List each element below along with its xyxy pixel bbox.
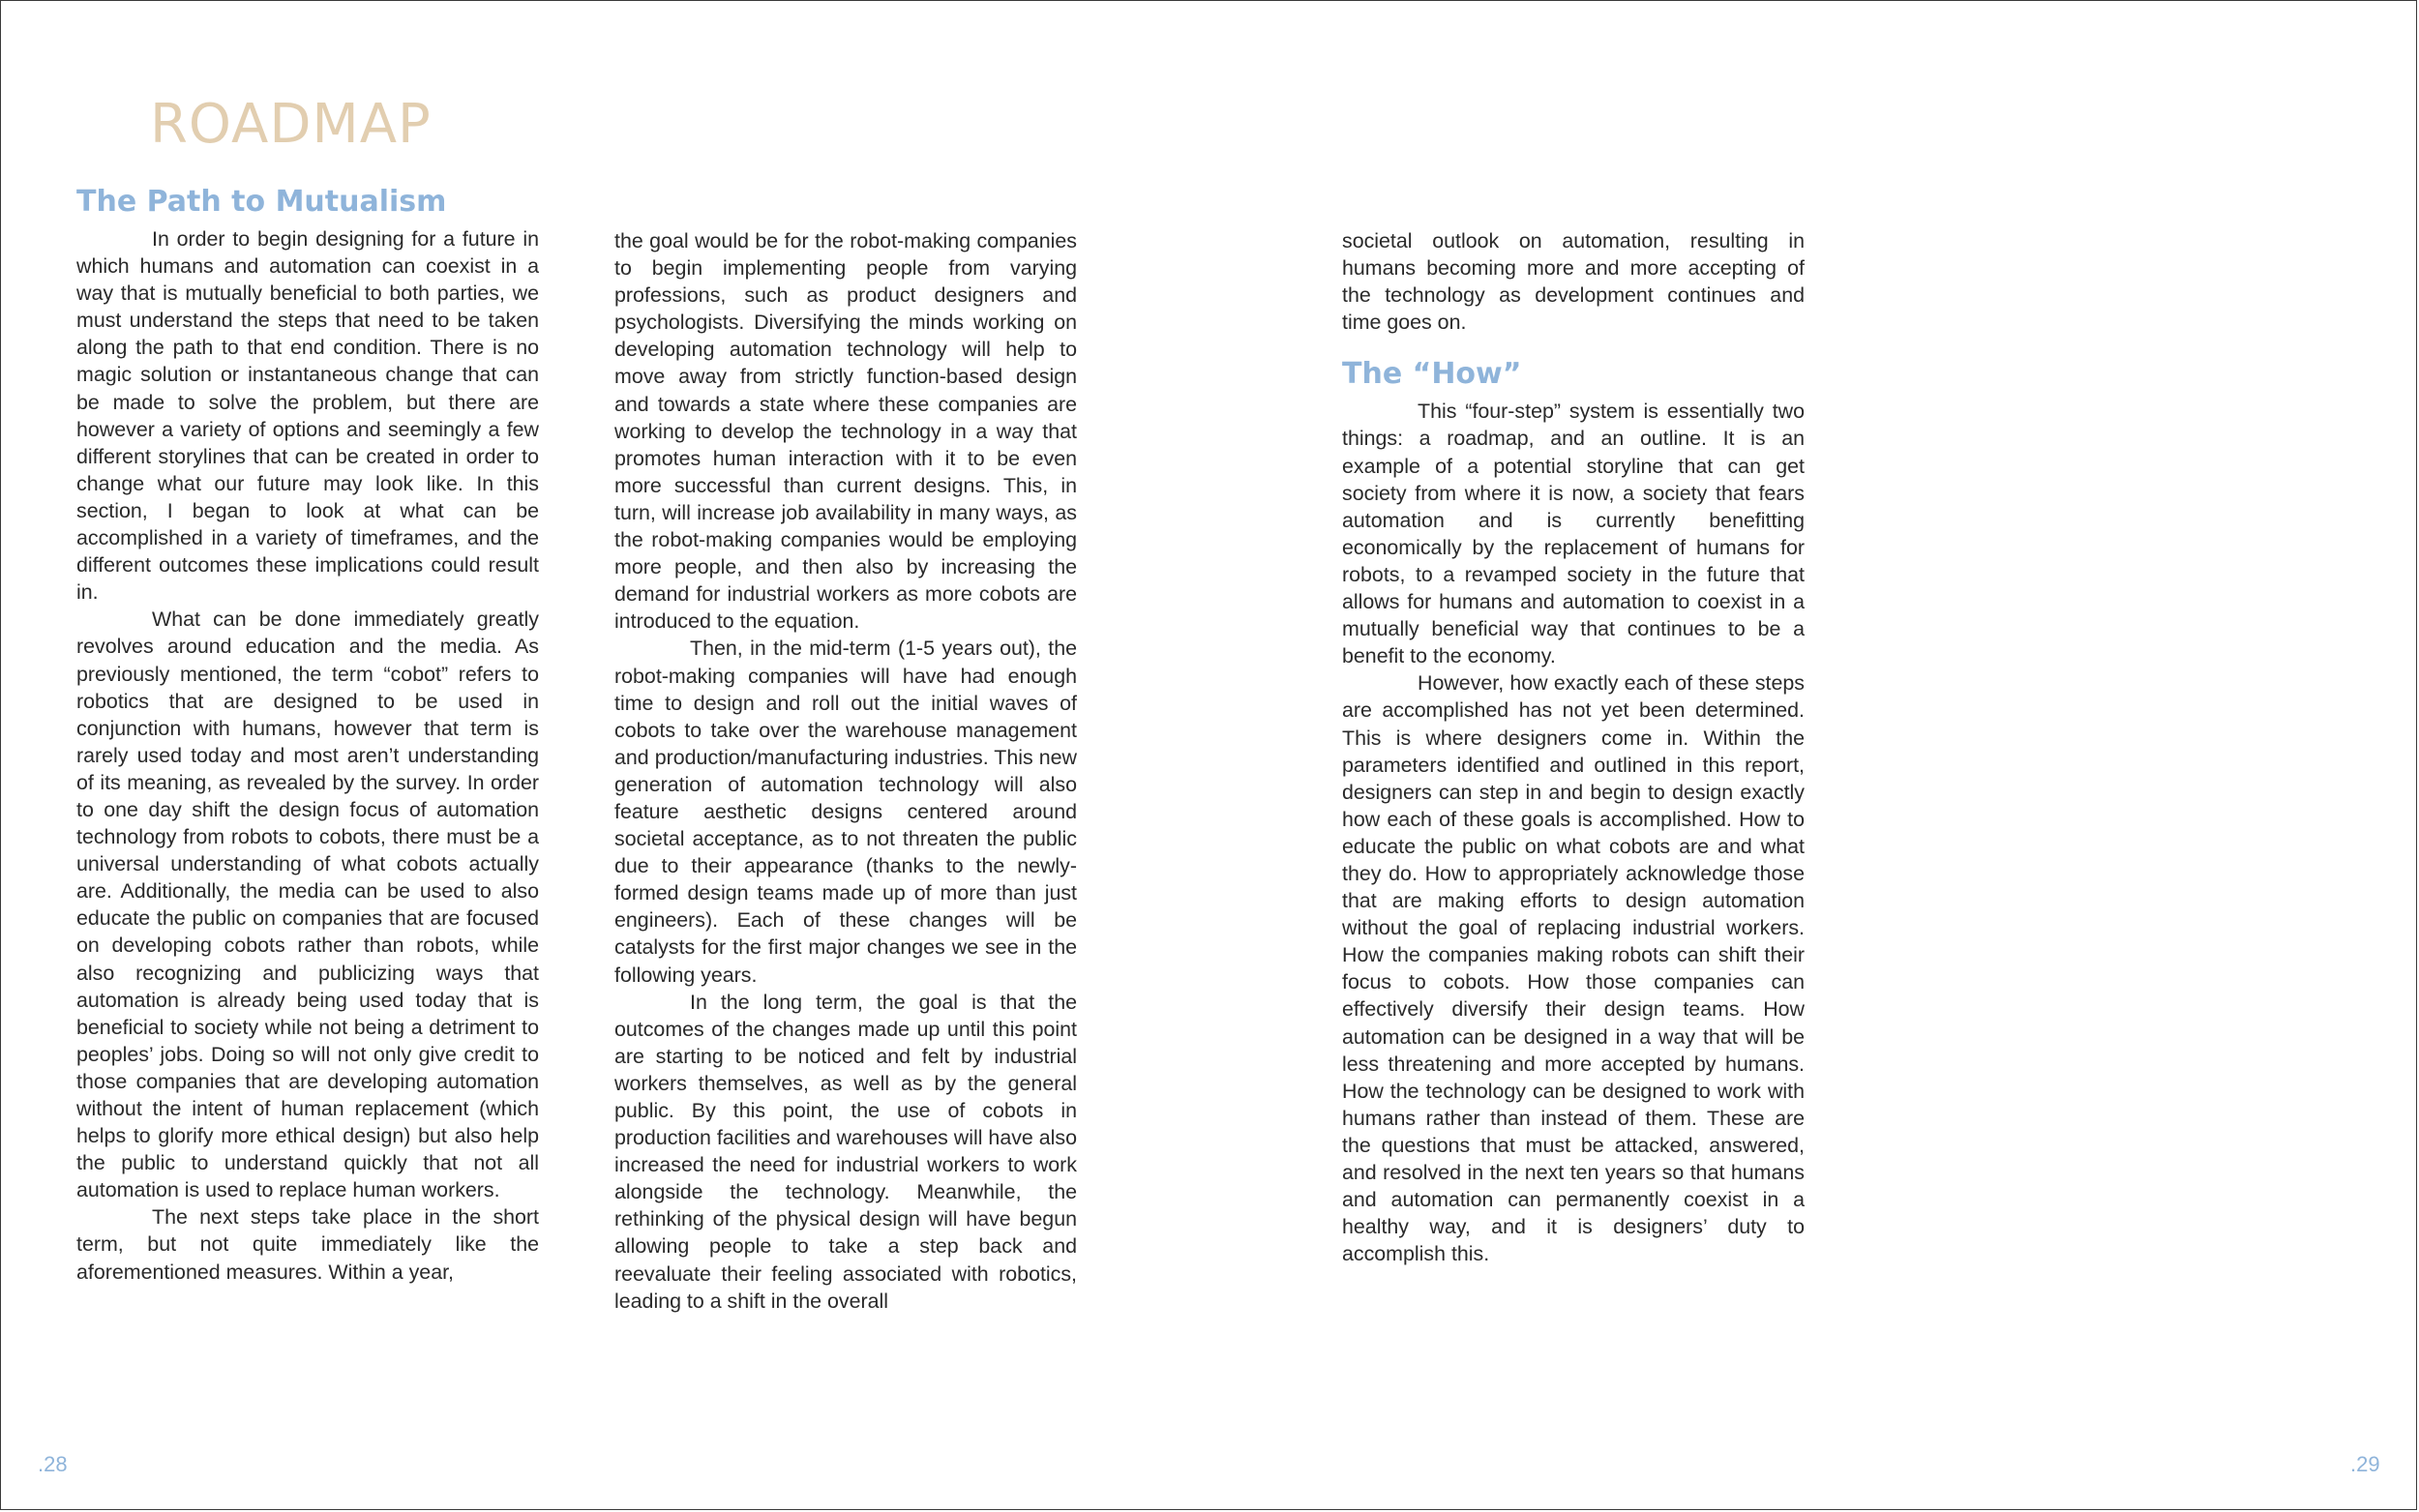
paragraph: In the long term, the goal is that the outcomes of the changes made up until this point are starting to be noticed and felt by industrial workers themselves, as well as by the general public. By this point, the use of cobots in production facilities and warehouses will have also increased the need for industrial workers to work alongside the technology. Meanwhile, the rethinking of the physical design will have begun allowing people to take a step back and reevaluate their feeling associated with robotics, leading to a shift in the overall xyxy=(614,990,1077,1313)
page-number-right: .29 xyxy=(2350,1452,2380,1476)
heading-the-how: The “How” xyxy=(1342,357,1522,392)
paragraph: The next steps take place in the short term, but not quite immediately like the aforementioned measures. Within a year, xyxy=(76,1205,539,1284)
text-column-1 xyxy=(76,185,539,1286)
section-title: ROADMAP xyxy=(150,93,432,156)
paragraph: However, how exactly each of these steps are accomplished has not yet been determined. This is where designers come in. Within the parameters identified and outlined in this report, designers can step in and begin to design exactly how each of these goals is accomplished. How to educate the public on what cobots are and what they do. How to appropriately acknowledge those that are making efforts to design automation without the goal of replacing industrial workers. How the companies making robots can shift their focus to cobots. How those companies can effectively diversify their design teams. How automation can be designed in a way that will be less threatening and more accepted by humans. How the technology can be designed to work with humans rather than instead of them. These are the questions that must be attacked, answered, and resolved in the next ten years so that humans and automation can permanently coexist in a healthy way, and it is designers’ duty to accomplish this. xyxy=(1342,671,1805,1266)
paragraph: In order to begin designing for a future in which humans and automation can coexist in a way that is mutually beneficial to both parties, we must understand the steps that need to be taken along the path to that end condition. There is no magic solution or instantaneous change that can be made to solve the problem, but there are however a variety of options and seemingly a few different storylines that can be created in order to change what our future may look like. In this section, I began to look at what can be accomplished in a variety of timeframes, and the different outcomes these implications could result in. xyxy=(76,227,539,605)
paragraph-continued: societal outlook on automation, resulting in humans becoming more and more accepting of the technology as development continues and time goes on. xyxy=(1342,229,1805,335)
paragraph-continued: the goal would be for the robot-making companies to begin implementing people from varying professions, such as product designers and psychologists. Diversifying the minds working on developing automation technology will help to move away from strictly function-based design and towards a state where these companies are working to develop the technology in a way that promotes human interaction with it to be even more successful than current designs. This, in turn, will increase job availability in many ways, as the robot-making companies would be employing more people, and then also by increasing the demand for industrial workers as more cobots are introduced to the equation. xyxy=(614,229,1077,634)
text-column-2 xyxy=(614,227,1077,1315)
paragraph: Then, in the mid-term (1-5 years out), the robot-making companies will have had enough time to design and roll out the initial waves of cobots to take over the warehouse management and production/manufacturing industries. This new generation of automation technology will also feature aesthetic designs centered around societal acceptance, as to not threaten the public due to their appearance (thanks to the newly-formed design teams made up of more than just engineers). Each of these changes will be catalysts for the first major changes we see in the following years. xyxy=(614,637,1077,987)
text-column-3 xyxy=(1342,227,1805,1267)
paragraph: What can be done immediately greatly revolves around education and the media. As previously mentioned, the term “cobot” refers to robotics that are designed to be used in conjunction with humans, however that term is rarely used today and most aren’t understanding of its meaning, as revealed by the survey. In order to one day shift the design focus of automation technology from robots to cobots, there must be a universal understanding of what cobots actually are. Additionally, the media can be used to also educate the public on companies that are focused on developing cobots rather than robots, while also recognizing and publicizing ways that automation is already being used today that is beneficial to society while not being a detriment to peoples’ jobs. Doing so will not only give credit to those companies that are developing automation without the intent of human replacement (which helps to glorify more ethical design) but also help the public to understand quickly that not all automation is used to replace human workers. xyxy=(76,608,539,1202)
heading-path-to-mutualism: The Path to Mutualism xyxy=(76,185,447,219)
paragraph: This “four-step” system is essentially two things: a roadmap, and an outline. It is an example of a potential storyline that can get society from where it is now, a society that fears automation and is currently benefitting economically by the replacement of humans for robots, to a revamped society in the future that allows for humans and automation to coexist in a mutually beneficial way that continues to be a benefit to the economy. xyxy=(1342,400,1805,668)
page-number-left: .28 xyxy=(38,1452,68,1476)
